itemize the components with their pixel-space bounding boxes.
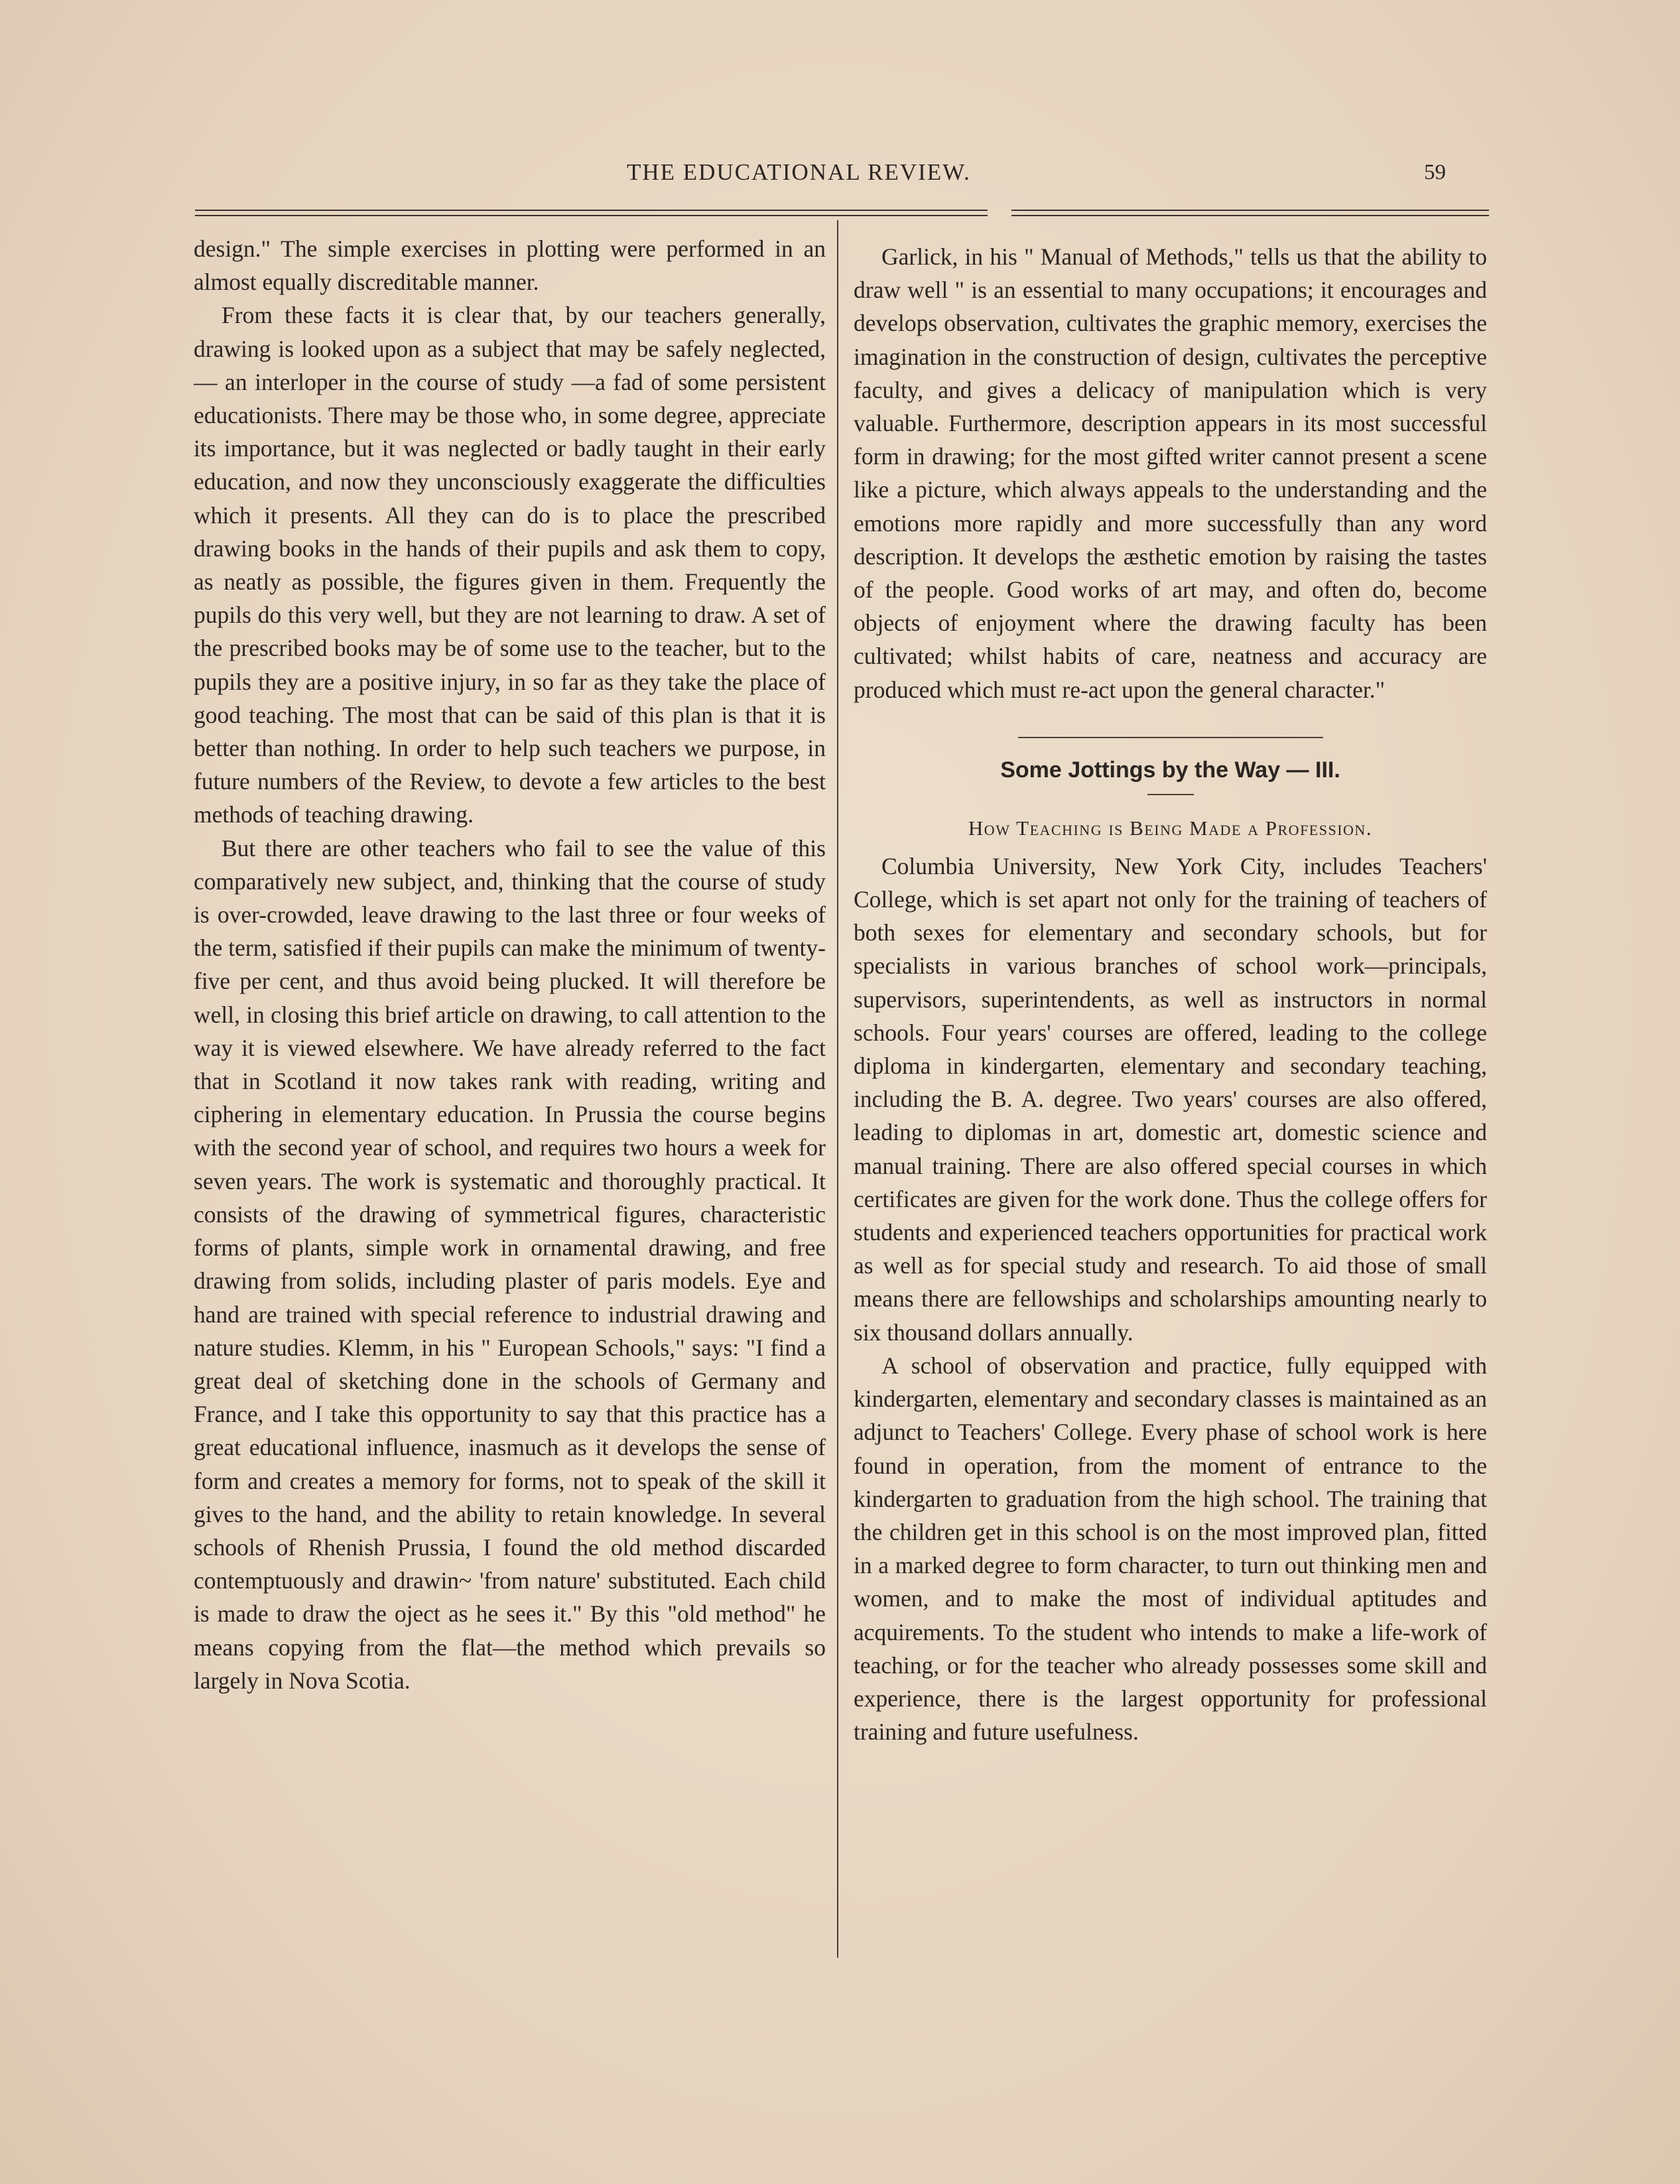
header-rule-left-lower	[195, 215, 988, 216]
article-subheading: How Teaching is Being Made a Profession.	[968, 816, 1373, 840]
section-divider-rule	[1018, 737, 1323, 738]
left-paragraph-2: From these facts it is clear that, by our teachers generally, drawing is looked upon as a subject that may be safely neglected,— an interloper in the course of study —a fad of some persistent educationists. There may be those who, in some degree, appreciate its importance, but it was neglected or badly taught in their early education, and now they unconsciously exaggerate the difficulties which it presents. All they can do is to place the prescribed drawing books in the hands of their pupils and ask them to copy, as neatly as possible, the figures given in them. Frequently the pupils do this very well, but they are not learning to draw. A set of the prescribed books may be of some use to the teacher, but to the pupils they are a positive injury, in so far as they take the place of good teaching. The most that can be said of this plan is that it is better than nothing. In order to help such teachers we purpose, in future numbers of the Review, to devote a few articles to the best methods of teaching drawing.	[194, 302, 826, 828]
left-paragraph-3: But there are other teachers who fail to see the value of this comparatively new subject, and, thinking that the course of study is over-crowded, leave drawing to the last three or four weeks of the term, satisfied if their pupils can make the minimum of twenty-five per cent, and thus avoid being plucked. It will therefore be well, in closing this brief article on drawing, to call attention to the way it is viewed elsewhere. We have already referred to the fact that in Scotland it now takes rank with reading, writing and ciphering in elementary education. In Prussia the course begins with the second year of school, and requires two hours a week for seven years. The work is systematic and thoroughly practical. It consists of the drawing of symmetrical figures, characteristic forms of plants, simple work in ornamental drawing, and free drawing from solids, including plaster of paris models. Eye and hand are trained with special reference to industrial drawing and nature studies. Klemm, in his " European Schools," says: "I find a great deal of sketching done in the schools of Germany and France, and I take this opportunity to say that this practice has a great educational influence, inasmuch as it develops the sense of form and creates a memory for forms, not to speak of the skill it gives to the hand, and the ability to retain knowledge. In several schools of Rhenish Prussia, I found the old method discarded contemptuously and drawin~ 'from nature' substituted. Each child is made to draw the oject as he sees it." By this "old method" he means copying from the flat—the method which prevails so largely in Nova Scotia.	[194, 834, 826, 1694]
page-header	[192, 159, 1492, 192]
page-number: 59	[1424, 161, 1446, 184]
heading-short-rule	[1147, 794, 1194, 795]
section-heading: Some Jottings by the Way — III.	[1000, 757, 1340, 783]
header-rule-right-upper	[1011, 210, 1489, 211]
left-paragraph-1: design." The simple exercises in plotting were performed in an almost equally discreditable manner.	[194, 235, 826, 296]
header-rule-right-lower	[1011, 215, 1489, 216]
running-title: THE EDUCATIONAL REVIEW.	[627, 159, 971, 185]
right-paragraph-3: A school of observation and practice, fully equipped with kindergarten, elementary and secondary classes is maintained as an adjunct to Teachers' College. Every phase of school work is here found in operation, from the moment of entrance to the kindergarten to graduation from the high school. The training that the children get in this school is on the most improved plan, fitted in a marked degree to form character, to turn out thinking men and women, and to make the most of individual aptitudes and acquirements. To the student who intends to make a life-work of teaching, or for the teacher who already possesses some skill and experience, there is the largest opportunity for professional training and future usefulness.	[854, 1352, 1487, 1746]
column-divider	[837, 220, 838, 1958]
right-paragraph-2: Columbia University, New York City, includes Teachers' College, which is set apart not only for the training of teachers of both sexes for elementary and secondary schools, but for specialists in various branches of school work—principals, supervisors, superintendents, as well as instructors in normal schools. Four years' courses are offered, leading to the college diploma in kindergarten, elementary and secondary teaching, including the B. A. degree. Two years' courses are also offered, leading to diplomas in art, domestic art, domestic science and manual training. There are also offered special courses in which certificates are given for the work done. Thus the college offers for students and experienced teachers opportunities for practical work as well as for special study and research. To aid those of small means there are fellowships and scholarships amounting nearly to six thousand dollars annually.	[854, 852, 1487, 1346]
left-column	[194, 232, 826, 1697]
header-rule-left-upper	[195, 210, 988, 211]
right-column	[854, 240, 1487, 1748]
right-paragraph-1: Garlick, in his " Manual of Methods," tells us that the ability to draw well " is an essential to many occupations; it encourages and develops observation, cultivates the graphic memory, exercises the imagination in the construction of design, cultivates the perceptive faculty, and gives a delicacy of manipulation which is very valuable. Furthermore, description appears in its most successful form in drawing; for the most gifted writer cannot present a scene like a picture, which always appeals to the understanding and the emotions more rapidly and more successfully than any word description. It develops the æsthetic emotion by raising the tastes of the people. Good works of art may, and often do, become objects of enjoyment where the drawing faculty has been cultivated; whilst habits of care, neatness and accuracy are produced which must re-act upon the general character."	[854, 243, 1487, 703]
